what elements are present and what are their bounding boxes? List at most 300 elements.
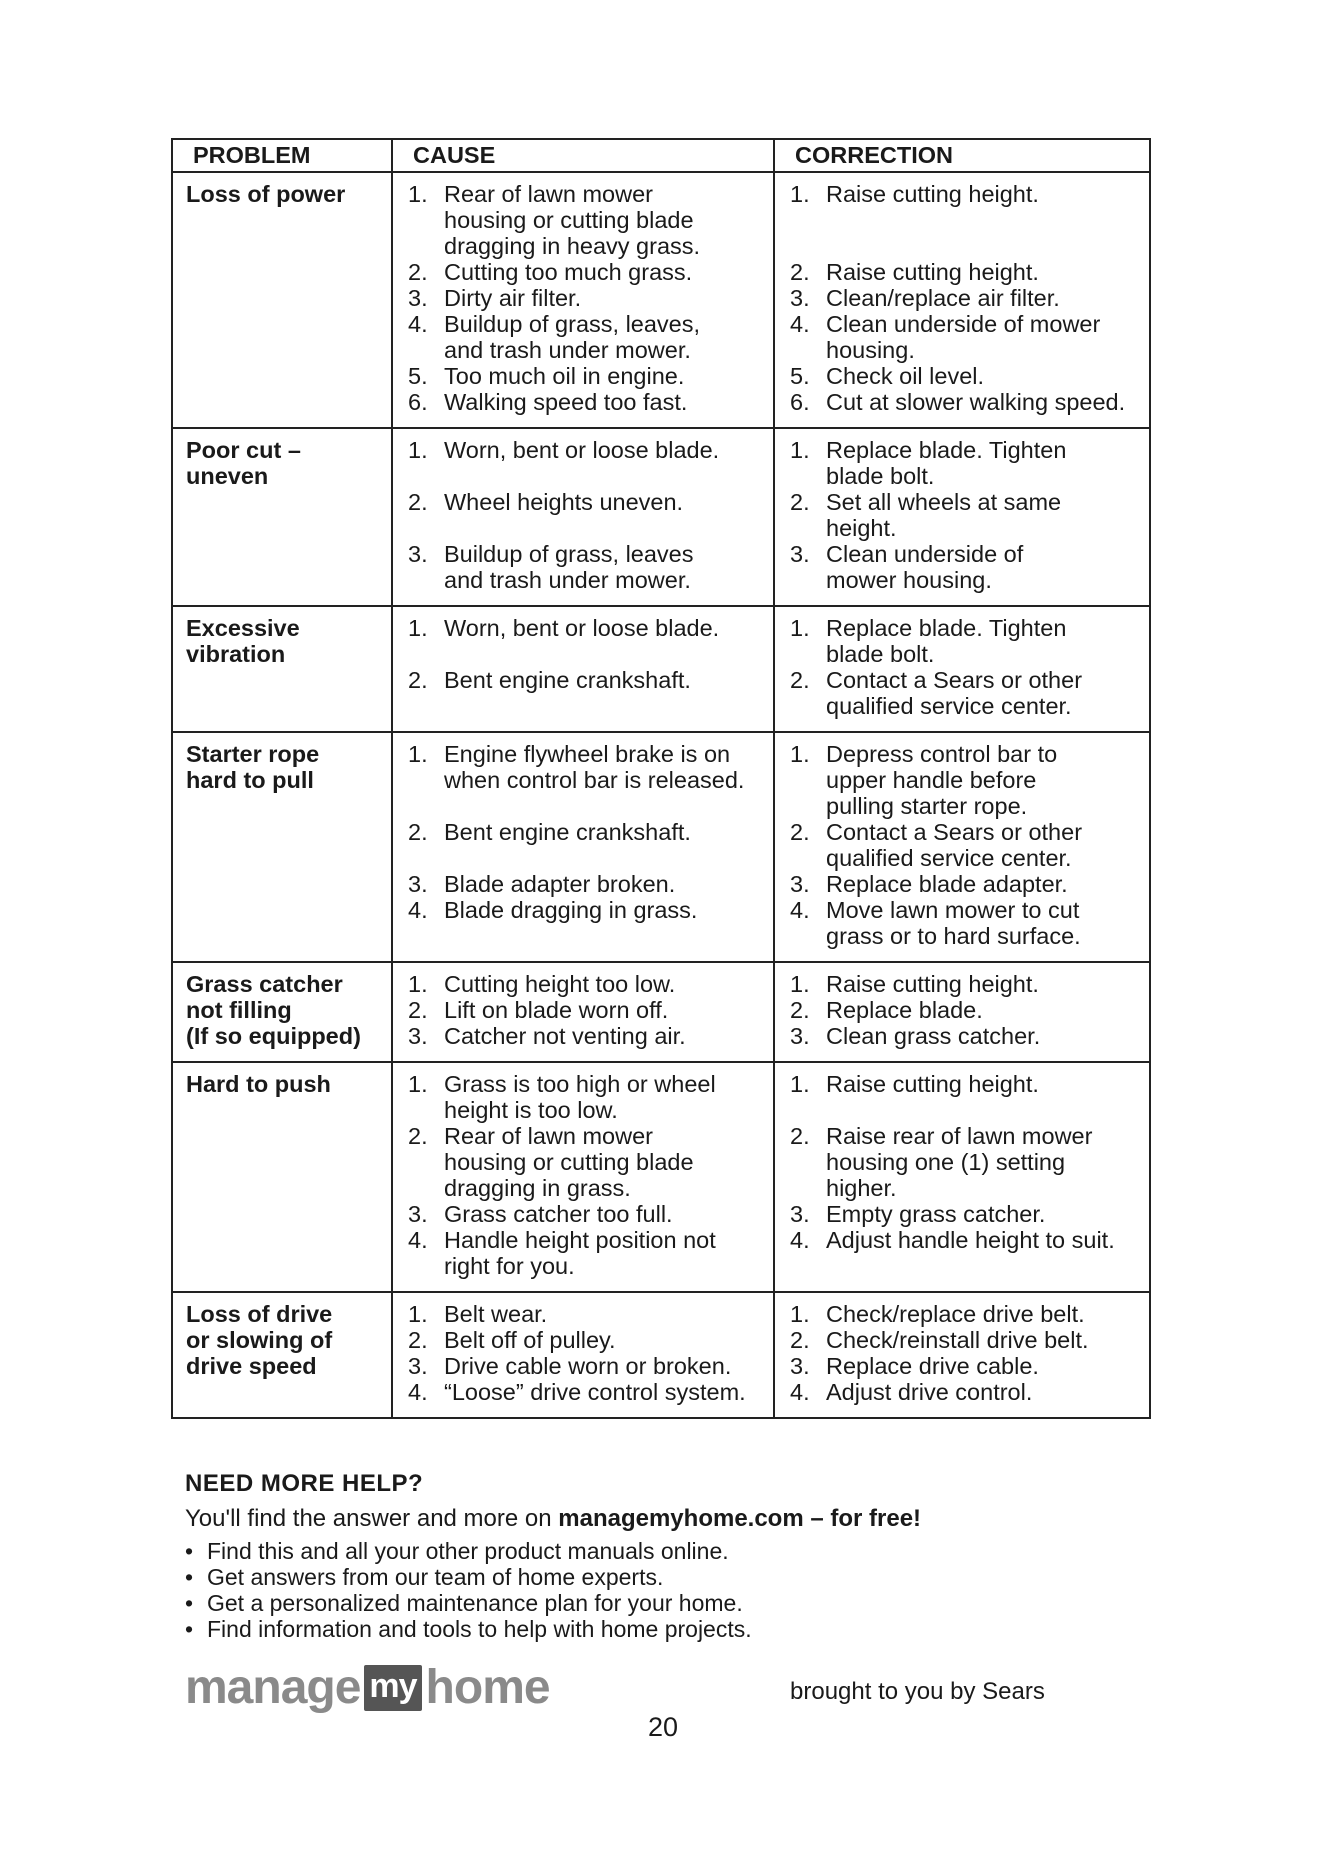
spacer bbox=[406, 463, 763, 489]
correction-item bbox=[788, 389, 1139, 415]
table-header-row bbox=[172, 139, 1150, 172]
cause-item bbox=[406, 437, 763, 463]
correction-text bbox=[826, 1353, 1139, 1379]
correction-number: 2. bbox=[790, 1123, 810, 1149]
cause-item bbox=[406, 615, 763, 641]
correction-text bbox=[826, 489, 1139, 541]
correction-cell bbox=[774, 732, 1150, 962]
help-bullet-list bbox=[185, 1538, 752, 1642]
cause-item bbox=[406, 1379, 763, 1405]
cause-text bbox=[444, 1071, 763, 1123]
correction-line: Replace blade adapter. bbox=[826, 871, 1068, 897]
help-intro-text: You'll find the answer and more on bbox=[185, 1505, 559, 1532]
correction-number: 1. bbox=[790, 971, 810, 997]
cause-line: Drive cable worn or broken. bbox=[444, 1353, 732, 1379]
header-problem: PROBLEM bbox=[172, 139, 392, 172]
correction-text bbox=[826, 1023, 1139, 1049]
problem-line: Hard to push bbox=[186, 1071, 331, 1097]
correction-text bbox=[826, 1123, 1139, 1201]
correction-text bbox=[826, 259, 1139, 285]
correction-item bbox=[788, 285, 1139, 311]
header-correction: CORRECTION bbox=[774, 139, 1150, 172]
cause-item bbox=[406, 971, 763, 997]
correction-number: 1. bbox=[790, 615, 810, 641]
cause-item bbox=[406, 389, 763, 415]
cause-number: 2. bbox=[408, 489, 428, 515]
bullet-text: Get a personalized maintenance plan for your home. bbox=[207, 1590, 743, 1616]
cause-text bbox=[444, 1023, 763, 1049]
correction-cell bbox=[774, 606, 1150, 732]
correction-text bbox=[826, 667, 1139, 719]
cause-text bbox=[444, 489, 763, 515]
cause-number: 1. bbox=[408, 437, 428, 463]
correction-item bbox=[788, 871, 1139, 897]
cause-line: Grass catcher too full. bbox=[444, 1201, 673, 1227]
cause-line: Bent engine crankshaft. bbox=[444, 667, 691, 693]
cause-line: Buildup of grass, leaves bbox=[444, 541, 694, 567]
correction-item bbox=[788, 667, 1139, 719]
cause-line: Cutting height too low. bbox=[444, 971, 676, 997]
problem-line: Loss of drive bbox=[186, 1301, 333, 1327]
logo-text-manage: manage bbox=[185, 1661, 361, 1714]
correction-line: Replace blade. Tighten bbox=[826, 437, 1067, 463]
list-item bbox=[185, 1564, 752, 1590]
correction-number: 4. bbox=[790, 1379, 810, 1405]
correction-line: mower housing. bbox=[826, 567, 992, 593]
problem-line: Starter rope bbox=[186, 741, 320, 767]
cause-number: 3. bbox=[408, 871, 428, 897]
correction-line: Check oil level. bbox=[826, 363, 985, 389]
problem-cell bbox=[172, 428, 392, 606]
cause-number: 3. bbox=[408, 285, 428, 311]
correction-line: Replace blade. Tighten bbox=[826, 615, 1067, 641]
cause-line: Worn, bent or loose blade. bbox=[444, 615, 720, 641]
help-intro-link[interactable]: managemyhome.com – for free! bbox=[558, 1505, 922, 1532]
correction-item bbox=[788, 489, 1139, 541]
correction-line: Clean underside of mower bbox=[826, 311, 1101, 337]
cause-text bbox=[444, 667, 763, 693]
bullet-text: Get answers from our team of home experts. bbox=[207, 1564, 664, 1590]
correction-cell bbox=[774, 428, 1150, 606]
table-row bbox=[172, 1062, 1150, 1292]
cause-item bbox=[406, 311, 763, 363]
cause-text bbox=[444, 819, 763, 845]
header-cause: CAUSE bbox=[392, 139, 774, 172]
correction-text bbox=[826, 819, 1139, 871]
correction-item bbox=[788, 1201, 1139, 1227]
correction-number: 2. bbox=[790, 997, 810, 1023]
cause-number: 1. bbox=[408, 971, 428, 997]
correction-item bbox=[788, 1301, 1139, 1327]
correction-line: blade bolt. bbox=[826, 463, 935, 489]
cause-line: Too much oil in engine. bbox=[444, 363, 685, 389]
bullet-icon: • bbox=[185, 1590, 194, 1616]
logo-box-my: my bbox=[364, 1665, 421, 1711]
correction-line: upper handle before bbox=[826, 767, 1037, 793]
correction-line: Raise cutting height. bbox=[826, 181, 1039, 207]
cause-text bbox=[444, 1123, 763, 1201]
correction-item bbox=[788, 741, 1139, 819]
cause-number: 4. bbox=[408, 1227, 428, 1253]
cause-line: Rear of lawn mower bbox=[444, 1123, 653, 1149]
cause-line: Blade adapter broken. bbox=[444, 871, 676, 897]
cause-line: Dirty air filter. bbox=[444, 285, 582, 311]
correction-text bbox=[826, 541, 1139, 593]
cause-number: 3. bbox=[408, 1023, 428, 1049]
correction-text bbox=[826, 971, 1139, 997]
correction-item bbox=[788, 1227, 1139, 1253]
correction-cell bbox=[774, 1292, 1150, 1418]
cause-item bbox=[406, 819, 763, 845]
correction-number: 4. bbox=[790, 897, 810, 923]
troubleshooting-table bbox=[171, 138, 1151, 1419]
cause-item bbox=[406, 489, 763, 515]
cause-line: when control bar is released. bbox=[444, 767, 745, 793]
correction-text bbox=[826, 1201, 1139, 1227]
correction-line: grass or to hard surface. bbox=[826, 923, 1081, 949]
cause-text bbox=[444, 363, 763, 389]
correction-text bbox=[826, 1227, 1139, 1253]
correction-text bbox=[826, 871, 1139, 897]
problem-cell bbox=[172, 172, 392, 428]
correction-line: Raise cutting height. bbox=[826, 259, 1039, 285]
correction-number: 2. bbox=[790, 667, 810, 693]
spacer bbox=[788, 233, 1139, 259]
correction-text bbox=[826, 389, 1139, 415]
cause-item bbox=[406, 1353, 763, 1379]
correction-item bbox=[788, 971, 1139, 997]
correction-line: Replace drive cable. bbox=[826, 1353, 1039, 1379]
cause-item bbox=[406, 363, 763, 389]
cause-cell bbox=[392, 732, 774, 962]
correction-text bbox=[826, 285, 1139, 311]
correction-number: 3. bbox=[790, 1201, 810, 1227]
cause-line: Walking speed too fast. bbox=[444, 389, 688, 415]
cause-text bbox=[444, 1353, 763, 1379]
correction-number: 3. bbox=[790, 1353, 810, 1379]
correction-line: blade bolt. bbox=[826, 641, 935, 667]
bullet-icon: • bbox=[185, 1616, 194, 1642]
cause-number: 4. bbox=[408, 311, 428, 337]
problem-line: drive speed bbox=[186, 1353, 317, 1379]
brought-by-text: brought to you by Sears bbox=[790, 1678, 1045, 1705]
cause-cell bbox=[392, 1062, 774, 1292]
table-row bbox=[172, 428, 1150, 606]
cause-text bbox=[444, 541, 763, 593]
cause-line: Bent engine crankshaft. bbox=[444, 819, 691, 845]
cause-item bbox=[406, 741, 763, 793]
correction-item bbox=[788, 1123, 1139, 1201]
cause-line: right for you. bbox=[444, 1253, 575, 1279]
correction-line: height. bbox=[826, 515, 897, 541]
problem-line: Grass catcher bbox=[186, 971, 343, 997]
correction-item bbox=[788, 1327, 1139, 1353]
spacer bbox=[788, 1097, 1139, 1123]
cause-text bbox=[444, 311, 763, 363]
correction-cell bbox=[774, 172, 1150, 428]
correction-text bbox=[826, 363, 1139, 389]
cause-item bbox=[406, 1023, 763, 1049]
correction-line: Clean grass catcher. bbox=[826, 1023, 1041, 1049]
correction-text bbox=[826, 311, 1139, 363]
correction-line: Cut at slower walking speed. bbox=[826, 389, 1126, 415]
correction-line: Clean/replace air filter. bbox=[826, 285, 1060, 311]
spacer bbox=[406, 793, 763, 819]
cause-number: 2. bbox=[408, 259, 428, 285]
correction-number: 3. bbox=[790, 541, 810, 567]
correction-line: Adjust drive control. bbox=[826, 1379, 1033, 1405]
correction-number: 1. bbox=[790, 741, 810, 767]
correction-number: 2. bbox=[790, 489, 810, 515]
correction-item bbox=[788, 181, 1139, 207]
cause-number: 2. bbox=[408, 1123, 428, 1149]
cause-item bbox=[406, 1227, 763, 1279]
cause-text bbox=[444, 389, 763, 415]
correction-item bbox=[788, 311, 1139, 363]
spacer bbox=[788, 207, 1139, 233]
cause-item bbox=[406, 181, 763, 259]
correction-number: 2. bbox=[790, 819, 810, 845]
cause-number: 1. bbox=[408, 1301, 428, 1327]
cause-line: Wheel heights uneven. bbox=[444, 489, 684, 515]
correction-item bbox=[788, 897, 1139, 949]
correction-number: 4. bbox=[790, 1227, 810, 1253]
correction-line: higher. bbox=[826, 1175, 897, 1201]
correction-number: 1. bbox=[790, 181, 810, 207]
page-number: 20 bbox=[648, 1712, 679, 1742]
correction-line: Clean underside of bbox=[826, 541, 1024, 567]
cause-number: 2. bbox=[408, 1327, 428, 1353]
cause-line: Blade dragging in grass. bbox=[444, 897, 698, 923]
managemyhome-logo bbox=[185, 1660, 550, 1715]
spacer bbox=[406, 845, 763, 871]
correction-item bbox=[788, 1353, 1139, 1379]
cause-number: 4. bbox=[408, 1379, 428, 1405]
correction-number: 6. bbox=[790, 389, 810, 415]
correction-text bbox=[826, 741, 1139, 819]
correction-line: Move lawn mower to cut bbox=[826, 897, 1080, 923]
correction-line: housing. bbox=[826, 337, 915, 363]
correction-text bbox=[826, 1327, 1139, 1353]
cause-text bbox=[444, 1227, 763, 1279]
cause-item bbox=[406, 541, 763, 593]
correction-line: Contact a Sears or other bbox=[826, 667, 1083, 693]
cause-line: Grass is too high or wheel bbox=[444, 1071, 716, 1097]
problem-line: not filling bbox=[186, 997, 292, 1023]
cause-number: 1. bbox=[408, 1071, 428, 1097]
cause-number: 2. bbox=[408, 997, 428, 1023]
cause-item bbox=[406, 871, 763, 897]
cause-item bbox=[406, 285, 763, 311]
correction-number: 3. bbox=[790, 285, 810, 311]
cause-line: housing or cutting blade bbox=[444, 1149, 694, 1175]
cause-number: 6. bbox=[408, 389, 428, 415]
cause-line: Catcher not venting air. bbox=[444, 1023, 686, 1049]
cause-text bbox=[444, 285, 763, 311]
need-more-help-title: NEED MORE HELP? bbox=[185, 1470, 424, 1497]
problem-cell bbox=[172, 606, 392, 732]
correction-line: Raise rear of lawn mower bbox=[826, 1123, 1093, 1149]
problem-line: vibration bbox=[186, 641, 286, 667]
cause-line: Engine flywheel brake is on bbox=[444, 741, 731, 767]
cause-text bbox=[444, 971, 763, 997]
correction-text bbox=[826, 1071, 1139, 1097]
cause-number: 1. bbox=[408, 741, 428, 767]
problem-cell bbox=[172, 1292, 392, 1418]
cause-item bbox=[406, 997, 763, 1023]
cause-line: Belt off of pulley. bbox=[444, 1327, 616, 1353]
cause-number: 1. bbox=[408, 615, 428, 641]
cause-line: “Loose” drive control system. bbox=[444, 1379, 746, 1405]
correction-number: 2. bbox=[790, 1327, 810, 1353]
correction-text bbox=[826, 437, 1139, 489]
cause-text bbox=[444, 871, 763, 897]
cause-line: Handle height position not bbox=[444, 1227, 716, 1253]
cause-item bbox=[406, 259, 763, 285]
correction-number: 1. bbox=[790, 1301, 810, 1327]
correction-cell bbox=[774, 962, 1150, 1062]
cause-number: 4. bbox=[408, 897, 428, 923]
correction-text bbox=[826, 997, 1139, 1023]
correction-line: pulling starter rope. bbox=[826, 793, 1028, 819]
cause-cell bbox=[392, 172, 774, 428]
correction-number: 5. bbox=[790, 363, 810, 389]
problem-cell bbox=[172, 732, 392, 962]
cause-line: dragging in heavy grass. bbox=[444, 233, 701, 259]
correction-number: 3. bbox=[790, 871, 810, 897]
correction-line: Adjust handle height to suit. bbox=[826, 1227, 1115, 1253]
cause-item bbox=[406, 1201, 763, 1227]
bullet-icon: • bbox=[185, 1538, 194, 1564]
correction-item bbox=[788, 1379, 1139, 1405]
correction-item bbox=[788, 437, 1139, 489]
correction-cell bbox=[774, 1062, 1150, 1292]
cause-line: and trash under mower. bbox=[444, 567, 691, 593]
correction-item bbox=[788, 615, 1139, 667]
table-row bbox=[172, 732, 1150, 962]
cause-number: 3. bbox=[408, 1353, 428, 1379]
correction-item bbox=[788, 363, 1139, 389]
correction-line: Depress control bar to bbox=[826, 741, 1058, 767]
cause-item bbox=[406, 1123, 763, 1201]
cause-number: 5. bbox=[408, 363, 428, 389]
problem-cell bbox=[172, 962, 392, 1062]
bullet-text: Find information and tools to help with home projects. bbox=[207, 1616, 752, 1642]
list-item bbox=[185, 1538, 752, 1564]
logo-text-home: home bbox=[425, 1661, 550, 1714]
cause-number: 1. bbox=[408, 181, 428, 207]
correction-item bbox=[788, 259, 1139, 285]
table-row bbox=[172, 172, 1150, 428]
cause-cell bbox=[392, 606, 774, 732]
cause-text bbox=[444, 741, 763, 793]
table-row bbox=[172, 1292, 1150, 1418]
correction-text bbox=[826, 897, 1139, 949]
correction-line: Set all wheels at same bbox=[826, 489, 1062, 515]
correction-line: Contact a Sears or other bbox=[826, 819, 1083, 845]
correction-line: Raise cutting height. bbox=[826, 971, 1039, 997]
problem-line: hard to pull bbox=[186, 767, 314, 793]
list-item bbox=[185, 1590, 752, 1616]
correction-text bbox=[826, 1301, 1139, 1327]
correction-line: Raise cutting height. bbox=[826, 1071, 1039, 1097]
cause-number: 3. bbox=[408, 541, 428, 567]
correction-number: 2. bbox=[790, 259, 810, 285]
cause-text bbox=[444, 1379, 763, 1405]
problem-line: uneven bbox=[186, 463, 269, 489]
cause-line: dragging in grass. bbox=[444, 1175, 631, 1201]
cause-item bbox=[406, 1071, 763, 1123]
cause-item bbox=[406, 667, 763, 693]
spacer bbox=[406, 641, 763, 667]
problem-line: Poor cut – bbox=[186, 437, 301, 463]
bullet-text: Find this and all your other product manuals online. bbox=[207, 1538, 729, 1564]
correction-text bbox=[826, 181, 1139, 207]
cause-line: Worn, bent or loose blade. bbox=[444, 437, 720, 463]
correction-line: Replace blade. bbox=[826, 997, 983, 1023]
problem-line: Loss of power bbox=[186, 181, 346, 207]
correction-line: Check/reinstall drive belt. bbox=[826, 1327, 1089, 1353]
cause-number: 3. bbox=[408, 1201, 428, 1227]
cause-item bbox=[406, 897, 763, 923]
correction-text bbox=[826, 1379, 1139, 1405]
cause-text bbox=[444, 1327, 763, 1353]
correction-number: 3. bbox=[790, 1023, 810, 1049]
cause-line: Rear of lawn mower bbox=[444, 181, 653, 207]
cause-text bbox=[444, 181, 763, 259]
help-intro bbox=[185, 1505, 921, 1533]
cause-text bbox=[444, 437, 763, 463]
correction-text bbox=[826, 615, 1139, 667]
correction-item bbox=[788, 997, 1139, 1023]
cause-line: Buildup of grass, leaves, bbox=[444, 311, 701, 337]
cause-text bbox=[444, 615, 763, 641]
correction-number: 1. bbox=[790, 1071, 810, 1097]
correction-number: 4. bbox=[790, 311, 810, 337]
cause-item bbox=[406, 1301, 763, 1327]
table-row bbox=[172, 606, 1150, 732]
cause-item bbox=[406, 1327, 763, 1353]
problem-line: or slowing of bbox=[186, 1327, 333, 1353]
cause-line: Lift on blade worn off. bbox=[444, 997, 669, 1023]
correction-item bbox=[788, 1071, 1139, 1097]
spacer bbox=[406, 515, 763, 541]
cause-cell bbox=[392, 428, 774, 606]
correction-line: Empty grass catcher. bbox=[826, 1201, 1046, 1227]
cause-line: height is too low. bbox=[444, 1097, 618, 1123]
problem-cell bbox=[172, 1062, 392, 1292]
cause-line: housing or cutting blade bbox=[444, 207, 694, 233]
correction-line: qualified service center. bbox=[826, 845, 1072, 871]
cause-text bbox=[444, 1201, 763, 1227]
cause-text bbox=[444, 259, 763, 285]
list-item bbox=[185, 1616, 752, 1642]
correction-item bbox=[788, 1023, 1139, 1049]
problem-line: (If so equipped) bbox=[186, 1023, 361, 1049]
correction-line: qualified service center. bbox=[826, 693, 1072, 719]
cause-line: and trash under mower. bbox=[444, 337, 691, 363]
table-row bbox=[172, 962, 1150, 1062]
correction-item bbox=[788, 819, 1139, 871]
correction-line: Check/replace drive belt. bbox=[826, 1301, 1085, 1327]
cause-cell bbox=[392, 962, 774, 1062]
cause-number: 2. bbox=[408, 667, 428, 693]
cause-text bbox=[444, 1301, 763, 1327]
cause-line: Belt wear. bbox=[444, 1301, 548, 1327]
cause-cell bbox=[392, 1292, 774, 1418]
correction-number: 1. bbox=[790, 437, 810, 463]
cause-text bbox=[444, 897, 763, 923]
